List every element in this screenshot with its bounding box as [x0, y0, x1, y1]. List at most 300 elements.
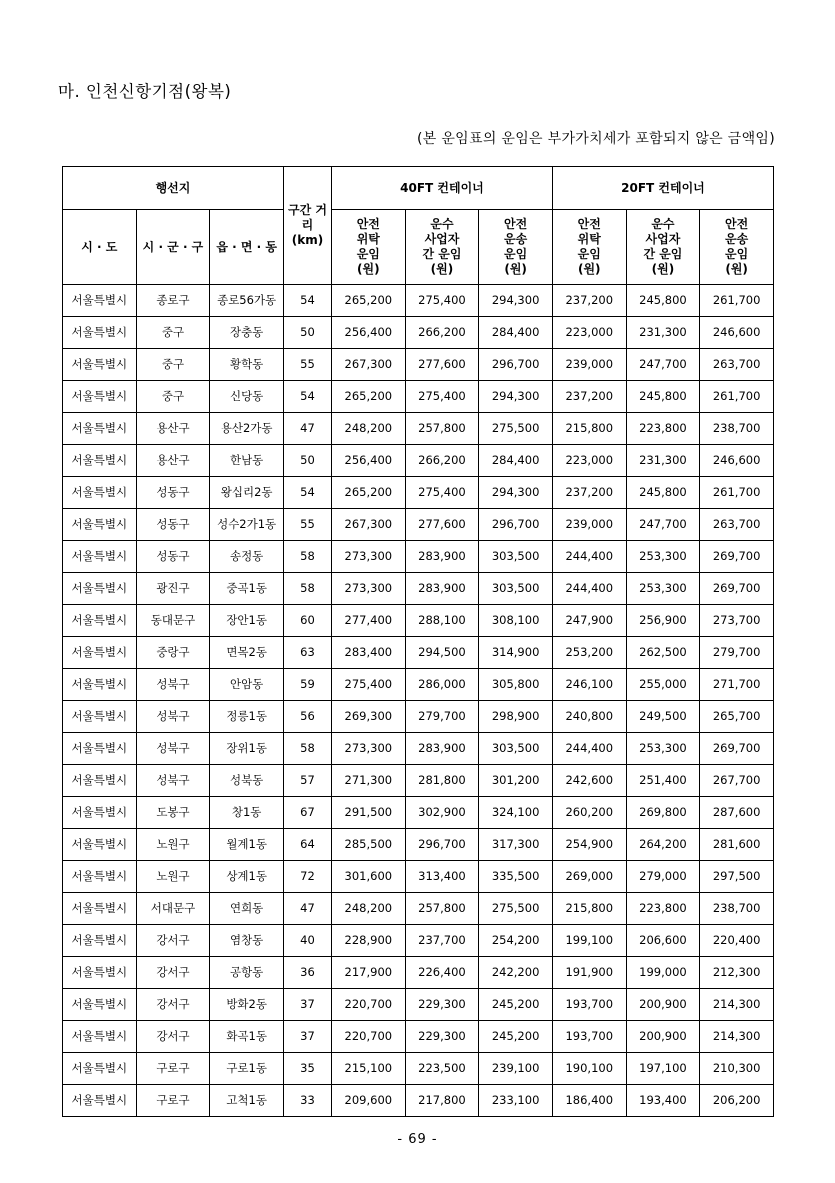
cell-20ft-trust-fare: 244,400	[552, 541, 626, 573]
header-col-sido: 시 · 도	[63, 210, 137, 285]
cell-20ft-trust-fare: 191,900	[552, 957, 626, 989]
cell-sigungu: 도봉구	[136, 797, 210, 829]
cell-eupmyeondong: 왕십리2동	[210, 477, 284, 509]
cell-40ft-trust-fare: 209,600	[331, 1085, 405, 1117]
cell-sigungu: 중구	[136, 317, 210, 349]
cell-20ft-inter-fare: 253,300	[626, 733, 700, 765]
cell-sido: 서울특별시	[63, 317, 137, 349]
cell-40ft-trust-fare: 217,900	[331, 957, 405, 989]
cell-40ft-safe-fare: 303,500	[479, 541, 553, 573]
table-row	[63, 605, 774, 637]
cell-40ft-safe-fare: 284,400	[479, 317, 553, 349]
cell-sigungu: 성북구	[136, 765, 210, 797]
cell-20ft-trust-fare: 242,600	[552, 765, 626, 797]
cell-20ft-trust-fare: 244,400	[552, 733, 626, 765]
cell-distance: 64	[283, 829, 331, 861]
cell-40ft-inter-fare: 313,400	[405, 861, 479, 893]
cell-20ft-trust-fare: 247,900	[552, 605, 626, 637]
cell-20ft-trust-fare: 253,200	[552, 637, 626, 669]
cell-sigungu: 종로구	[136, 285, 210, 317]
cell-sido: 서울특별시	[63, 669, 137, 701]
cell-40ft-trust-fare: 248,200	[331, 893, 405, 925]
cell-eupmyeondong: 고척1동	[210, 1085, 284, 1117]
cell-20ft-safe-fare: 214,300	[700, 1021, 774, 1053]
cell-sigungu: 노원구	[136, 829, 210, 861]
header-col-40ft-safe-fare-unit: (원)	[504, 262, 527, 276]
cell-distance: 60	[283, 605, 331, 637]
cell-20ft-trust-fare: 239,000	[552, 509, 626, 541]
cell-40ft-trust-fare: 256,400	[331, 317, 405, 349]
cell-distance: 54	[283, 381, 331, 413]
header-col-40ft-trust-fare-line2: 위탁	[356, 232, 380, 246]
cell-20ft-trust-fare: 237,200	[552, 477, 626, 509]
cell-20ft-inter-fare: 231,300	[626, 317, 700, 349]
cell-40ft-safe-fare: 301,200	[479, 765, 553, 797]
cell-20ft-safe-fare: 269,700	[700, 733, 774, 765]
header-col-20ft-safe-fare-line1: 안전	[725, 217, 749, 231]
cell-eupmyeondong: 정릉1동	[210, 701, 284, 733]
cell-20ft-inter-fare: 245,800	[626, 285, 700, 317]
cell-sigungu: 강서구	[136, 1021, 210, 1053]
table-row	[63, 829, 774, 861]
cell-40ft-inter-fare: 288,100	[405, 605, 479, 637]
cell-eupmyeondong: 안암동	[210, 669, 284, 701]
header-col-40ft-inter-fare-unit: (원)	[430, 262, 454, 276]
cell-eupmyeondong: 연희동	[210, 893, 284, 925]
cell-40ft-safe-fare: 242,200	[479, 957, 553, 989]
cell-40ft-safe-fare: 245,200	[479, 1021, 553, 1053]
cell-40ft-safe-fare: 335,500	[479, 861, 553, 893]
cell-40ft-inter-fare: 302,900	[405, 797, 479, 829]
header-col-20ft-safe-fare-unit: (원)	[725, 262, 748, 276]
cell-sigungu: 성북구	[136, 669, 210, 701]
table-row	[63, 1085, 774, 1117]
cell-distance: 50	[283, 317, 331, 349]
cell-distance: 57	[283, 765, 331, 797]
table-row	[63, 381, 774, 413]
header-col-40ft-safe-fare-line2: 운송	[504, 232, 528, 246]
table-row	[63, 765, 774, 797]
cell-eupmyeondong: 장위1동	[210, 733, 284, 765]
cell-sigungu: 중구	[136, 349, 210, 381]
cell-40ft-trust-fare: 265,200	[331, 381, 405, 413]
cell-20ft-inter-fare: 249,500	[626, 701, 700, 733]
cell-sigungu: 노원구	[136, 861, 210, 893]
cell-20ft-trust-fare: 215,800	[552, 893, 626, 925]
cell-40ft-trust-fare: 265,200	[331, 477, 405, 509]
header-col-40ft-safe-fare	[479, 210, 553, 285]
cell-eupmyeondong: 성수2가1동	[210, 509, 284, 541]
cell-20ft-inter-fare: 247,700	[626, 349, 700, 381]
header-col-20ft-trust-fare	[552, 210, 626, 285]
header-distance	[283, 167, 331, 285]
header-col-20ft-safe-fare-line2: 운송	[725, 232, 749, 246]
cell-40ft-trust-fare: 265,200	[331, 285, 405, 317]
cell-40ft-inter-fare: 296,700	[405, 829, 479, 861]
cell-40ft-safe-fare: 296,700	[479, 509, 553, 541]
cell-sido: 서울특별시	[63, 957, 137, 989]
cell-40ft-inter-fare: 237,700	[405, 925, 479, 957]
cell-eupmyeondong: 성북동	[210, 765, 284, 797]
table-row	[63, 285, 774, 317]
cell-20ft-trust-fare: 186,400	[552, 1085, 626, 1117]
cell-sido: 서울특별시	[63, 381, 137, 413]
header-40ft: 40FT 컨테이너	[331, 167, 552, 210]
cell-40ft-inter-fare: 286,000	[405, 669, 479, 701]
cell-20ft-safe-fare: 238,700	[700, 893, 774, 925]
header-col-20ft-inter-fare-line2: 사업자	[645, 232, 681, 246]
cell-sigungu: 서대문구	[136, 893, 210, 925]
cell-sido: 서울특별시	[63, 1021, 137, 1053]
cell-eupmyeondong: 공항동	[210, 957, 284, 989]
cell-eupmyeondong: 상계1동	[210, 861, 284, 893]
cell-20ft-inter-fare: 197,100	[626, 1053, 700, 1085]
cell-40ft-safe-fare: 314,900	[479, 637, 553, 669]
cell-20ft-inter-fare: 269,800	[626, 797, 700, 829]
cell-distance: 54	[283, 285, 331, 317]
header-col-20ft-trust-fare-line1: 안전	[577, 217, 601, 231]
cell-20ft-inter-fare: 223,800	[626, 893, 700, 925]
cell-20ft-safe-fare: 269,700	[700, 541, 774, 573]
table-row	[63, 957, 774, 989]
header-col-40ft-inter-fare-line1: 운수	[430, 217, 454, 231]
cell-sido: 서울특별시	[63, 573, 137, 605]
cell-20ft-inter-fare: 206,600	[626, 925, 700, 957]
cell-20ft-safe-fare: 263,700	[700, 349, 774, 381]
cell-40ft-safe-fare: 303,500	[479, 733, 553, 765]
header-col-20ft-trust-fare-line2: 위탁	[577, 232, 601, 246]
cell-20ft-safe-fare: 269,700	[700, 573, 774, 605]
cell-distance: 33	[283, 1085, 331, 1117]
header-destination: 행선지	[63, 167, 284, 210]
cell-20ft-safe-fare: 281,600	[700, 829, 774, 861]
cell-sigungu: 용산구	[136, 445, 210, 477]
cell-distance: 54	[283, 477, 331, 509]
cell-40ft-safe-fare: 294,300	[479, 477, 553, 509]
cell-20ft-trust-fare: 223,000	[552, 445, 626, 477]
cell-20ft-safe-fare: 261,700	[700, 285, 774, 317]
cell-sigungu: 성북구	[136, 701, 210, 733]
cell-20ft-trust-fare: 193,700	[552, 1021, 626, 1053]
cell-20ft-safe-fare: 206,200	[700, 1085, 774, 1117]
cell-40ft-trust-fare: 256,400	[331, 445, 405, 477]
cell-40ft-inter-fare: 294,500	[405, 637, 479, 669]
cell-distance: 55	[283, 509, 331, 541]
cell-distance: 40	[283, 925, 331, 957]
cell-sigungu: 성북구	[136, 733, 210, 765]
cell-20ft-inter-fare: 247,700	[626, 509, 700, 541]
cell-eupmyeondong: 장안1동	[210, 605, 284, 637]
cell-20ft-inter-fare: 200,900	[626, 1021, 700, 1053]
cell-20ft-safe-fare: 238,700	[700, 413, 774, 445]
cell-sido: 서울특별시	[63, 765, 137, 797]
cell-20ft-inter-fare: 253,300	[626, 573, 700, 605]
cell-distance: 56	[283, 701, 331, 733]
cell-sido: 서울특별시	[63, 733, 137, 765]
cell-20ft-safe-fare: 287,600	[700, 797, 774, 829]
cell-40ft-trust-fare: 283,400	[331, 637, 405, 669]
header-col-sigungu: 시 · 군 · 구	[136, 210, 210, 285]
cell-sigungu: 강서구	[136, 957, 210, 989]
cell-sido: 서울특별시	[63, 285, 137, 317]
cell-distance: 72	[283, 861, 331, 893]
table-row	[63, 637, 774, 669]
cell-sido: 서울특별시	[63, 637, 137, 669]
cell-sido: 서울특별시	[63, 829, 137, 861]
cell-eupmyeondong: 신당동	[210, 381, 284, 413]
cell-sigungu: 용산구	[136, 413, 210, 445]
header-col-40ft-trust-fare-line3: 운임	[356, 247, 380, 261]
cell-40ft-trust-fare: 275,400	[331, 669, 405, 701]
cell-40ft-inter-fare: 229,300	[405, 1021, 479, 1053]
cell-distance: 59	[283, 669, 331, 701]
cell-20ft-inter-fare: 199,000	[626, 957, 700, 989]
header-col-40ft-trust-fare-line1: 안전	[356, 217, 380, 231]
table-row	[63, 1053, 774, 1085]
cell-sido: 서울특별시	[63, 445, 137, 477]
cell-40ft-inter-fare: 277,600	[405, 509, 479, 541]
cell-20ft-trust-fare: 193,700	[552, 989, 626, 1021]
cell-20ft-safe-fare: 273,700	[700, 605, 774, 637]
cell-40ft-trust-fare: 267,300	[331, 349, 405, 381]
cell-eupmyeondong: 한남동	[210, 445, 284, 477]
cell-40ft-inter-fare: 277,600	[405, 349, 479, 381]
table-row	[63, 413, 774, 445]
cell-distance: 58	[283, 573, 331, 605]
cell-40ft-safe-fare: 233,100	[479, 1085, 553, 1117]
cell-distance: 35	[283, 1053, 331, 1085]
table-body	[63, 285, 774, 1117]
cell-40ft-trust-fare: 291,500	[331, 797, 405, 829]
cell-20ft-trust-fare: 239,000	[552, 349, 626, 381]
cell-20ft-trust-fare: 260,200	[552, 797, 626, 829]
cell-40ft-safe-fare: 275,500	[479, 413, 553, 445]
cell-40ft-inter-fare: 217,800	[405, 1085, 479, 1117]
cell-40ft-trust-fare: 285,500	[331, 829, 405, 861]
cell-sido: 서울특별시	[63, 701, 137, 733]
cell-40ft-safe-fare: 298,900	[479, 701, 553, 733]
cell-20ft-trust-fare: 246,100	[552, 669, 626, 701]
cell-40ft-inter-fare: 226,400	[405, 957, 479, 989]
cell-20ft-inter-fare: 223,800	[626, 413, 700, 445]
cell-eupmyeondong: 황학동	[210, 349, 284, 381]
cell-sigungu: 구로구	[136, 1053, 210, 1085]
table-row	[63, 669, 774, 701]
cell-20ft-safe-fare: 279,700	[700, 637, 774, 669]
table-row	[63, 573, 774, 605]
cell-sido: 서울특별시	[63, 861, 137, 893]
cell-sido: 서울특별시	[63, 477, 137, 509]
tax-note: (본 운임표의 운임은 부가가치세가 포함되지 않은 금액임)	[417, 131, 775, 147]
header-col-40ft-inter-fare-line2: 사업자	[424, 232, 460, 246]
cell-sigungu: 광진구	[136, 573, 210, 605]
cell-sido: 서울특별시	[63, 989, 137, 1021]
cell-20ft-inter-fare: 279,000	[626, 861, 700, 893]
cell-40ft-inter-fare: 257,800	[405, 413, 479, 445]
header-col-40ft-trust-fare	[331, 210, 405, 285]
cell-sigungu: 중구	[136, 381, 210, 413]
cell-distance: 47	[283, 893, 331, 925]
cell-40ft-inter-fare: 283,900	[405, 733, 479, 765]
cell-20ft-trust-fare: 244,400	[552, 573, 626, 605]
header-row-group	[63, 167, 774, 210]
header-col-20ft-inter-fare-line3: 간 운임	[643, 247, 683, 261]
cell-40ft-trust-fare: 248,200	[331, 413, 405, 445]
header-col-40ft-inter-fare-line3: 간 운임	[422, 247, 462, 261]
cell-40ft-inter-fare: 275,400	[405, 477, 479, 509]
cell-distance: 50	[283, 445, 331, 477]
cell-40ft-safe-fare: 294,300	[479, 381, 553, 413]
cell-eupmyeondong: 구로1동	[210, 1053, 284, 1085]
header-col-eupmyeondong: 읍 · 면 · 동	[210, 210, 284, 285]
cell-20ft-safe-fare: 212,300	[700, 957, 774, 989]
cell-20ft-safe-fare: 267,700	[700, 765, 774, 797]
cell-distance: 37	[283, 1021, 331, 1053]
cell-sido: 서울특별시	[63, 893, 137, 925]
table-row	[63, 861, 774, 893]
cell-distance: 58	[283, 733, 331, 765]
cell-40ft-safe-fare: 254,200	[479, 925, 553, 957]
table-row	[63, 541, 774, 573]
cell-40ft-safe-fare: 245,200	[479, 989, 553, 1021]
cell-20ft-safe-fare: 246,600	[700, 445, 774, 477]
cell-20ft-inter-fare: 253,300	[626, 541, 700, 573]
cell-40ft-trust-fare: 220,700	[331, 989, 405, 1021]
cell-sigungu: 중랑구	[136, 637, 210, 669]
cell-40ft-inter-fare: 279,700	[405, 701, 479, 733]
cell-20ft-inter-fare: 193,400	[626, 1085, 700, 1117]
cell-40ft-inter-fare: 283,900	[405, 541, 479, 573]
header-distance-line2: 거리	[301, 203, 327, 232]
cell-40ft-safe-fare: 284,400	[479, 445, 553, 477]
cell-20ft-safe-fare: 220,400	[700, 925, 774, 957]
cell-20ft-inter-fare: 262,500	[626, 637, 700, 669]
cell-20ft-inter-fare: 255,000	[626, 669, 700, 701]
cell-40ft-trust-fare: 277,400	[331, 605, 405, 637]
cell-40ft-trust-fare: 273,300	[331, 733, 405, 765]
cell-40ft-safe-fare: 305,800	[479, 669, 553, 701]
cell-20ft-safe-fare: 265,700	[700, 701, 774, 733]
header-col-20ft-trust-fare-unit: (원)	[577, 262, 601, 276]
table-row	[63, 925, 774, 957]
cell-40ft-safe-fare: 239,100	[479, 1053, 553, 1085]
table-header	[63, 167, 774, 285]
cell-20ft-inter-fare: 200,900	[626, 989, 700, 1021]
cell-20ft-safe-fare: 214,300	[700, 989, 774, 1021]
cell-distance: 55	[283, 349, 331, 381]
header-col-40ft-safe-fare-line1: 안전	[504, 217, 528, 231]
cell-20ft-safe-fare: 246,600	[700, 317, 774, 349]
cell-sigungu: 성동구	[136, 477, 210, 509]
header-col-20ft-inter-fare-line1: 운수	[651, 217, 675, 231]
cell-40ft-safe-fare: 294,300	[479, 285, 553, 317]
table-row	[63, 477, 774, 509]
cell-sido: 서울특별시	[63, 413, 137, 445]
cell-eupmyeondong: 장충동	[210, 317, 284, 349]
cell-20ft-trust-fare: 223,000	[552, 317, 626, 349]
header-col-20ft-trust-fare-line3: 운임	[577, 247, 601, 261]
cell-20ft-trust-fare: 269,000	[552, 861, 626, 893]
cell-40ft-inter-fare: 266,200	[405, 445, 479, 477]
cell-20ft-safe-fare: 261,700	[700, 477, 774, 509]
cell-20ft-trust-fare: 199,100	[552, 925, 626, 957]
cell-20ft-safe-fare: 261,700	[700, 381, 774, 413]
cell-40ft-inter-fare: 266,200	[405, 317, 479, 349]
cell-20ft-safe-fare: 210,300	[700, 1053, 774, 1085]
cell-40ft-trust-fare: 267,300	[331, 509, 405, 541]
cell-20ft-safe-fare: 263,700	[700, 509, 774, 541]
header-col-40ft-safe-fare-line3: 운임	[504, 247, 528, 261]
cell-eupmyeondong: 종로56가동	[210, 285, 284, 317]
cell-40ft-safe-fare: 308,100	[479, 605, 553, 637]
cell-40ft-trust-fare: 269,300	[331, 701, 405, 733]
cell-eupmyeondong: 창1동	[210, 797, 284, 829]
cell-40ft-trust-fare: 215,100	[331, 1053, 405, 1085]
cell-sido: 서울특별시	[63, 509, 137, 541]
header-row-columns	[63, 210, 774, 285]
cell-sigungu: 동대문구	[136, 605, 210, 637]
cell-40ft-safe-fare: 317,300	[479, 829, 553, 861]
header-col-20ft-safe-fare-line3: 운임	[725, 247, 749, 261]
table-row	[63, 893, 774, 925]
cell-distance: 67	[283, 797, 331, 829]
cell-eupmyeondong: 화곡1동	[210, 1021, 284, 1053]
cell-sido: 서울특별시	[63, 349, 137, 381]
cell-20ft-trust-fare: 254,900	[552, 829, 626, 861]
header-distance-line3: (km)	[291, 233, 324, 247]
cell-20ft-trust-fare: 215,800	[552, 413, 626, 445]
cell-40ft-trust-fare: 271,300	[331, 765, 405, 797]
cell-40ft-safe-fare: 275,500	[479, 893, 553, 925]
cell-sigungu: 강서구	[136, 925, 210, 957]
cell-20ft-safe-fare: 297,500	[700, 861, 774, 893]
cell-40ft-safe-fare: 296,700	[479, 349, 553, 381]
cell-eupmyeondong: 염창동	[210, 925, 284, 957]
cell-20ft-trust-fare: 237,200	[552, 285, 626, 317]
cell-distance: 63	[283, 637, 331, 669]
cell-distance: 47	[283, 413, 331, 445]
table-row	[63, 349, 774, 381]
cell-distance: 37	[283, 989, 331, 1021]
cell-20ft-trust-fare: 190,100	[552, 1053, 626, 1085]
table-row	[63, 509, 774, 541]
cell-40ft-inter-fare: 275,400	[405, 285, 479, 317]
table-row	[63, 797, 774, 829]
cell-20ft-inter-fare: 256,900	[626, 605, 700, 637]
page-number: - 69 -	[397, 1132, 438, 1147]
cell-20ft-inter-fare: 251,400	[626, 765, 700, 797]
cell-20ft-inter-fare: 264,200	[626, 829, 700, 861]
cell-20ft-inter-fare: 231,300	[626, 445, 700, 477]
cell-sigungu: 성동구	[136, 509, 210, 541]
cell-20ft-trust-fare: 237,200	[552, 381, 626, 413]
cell-40ft-inter-fare: 229,300	[405, 989, 479, 1021]
header-col-20ft-safe-fare	[700, 210, 774, 285]
table-row	[63, 733, 774, 765]
cell-20ft-safe-fare: 271,700	[700, 669, 774, 701]
cell-eupmyeondong: 방화2동	[210, 989, 284, 1021]
header-col-20ft-inter-fare-unit: (원)	[651, 262, 675, 276]
cell-40ft-safe-fare: 324,100	[479, 797, 553, 829]
cell-sigungu: 구로구	[136, 1085, 210, 1117]
cell-40ft-safe-fare: 303,500	[479, 573, 553, 605]
cell-sido: 서울특별시	[63, 925, 137, 957]
cell-40ft-trust-fare: 228,900	[331, 925, 405, 957]
cell-sigungu: 강서구	[136, 989, 210, 1021]
table-row	[63, 989, 774, 1021]
cell-40ft-inter-fare: 275,400	[405, 381, 479, 413]
fare-table	[62, 166, 774, 1117]
